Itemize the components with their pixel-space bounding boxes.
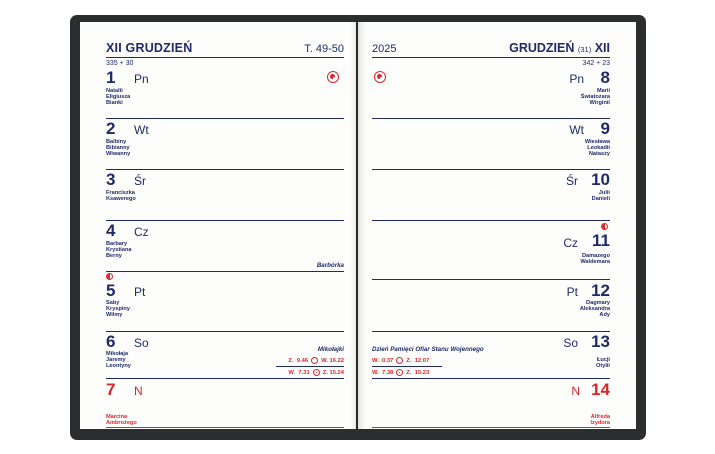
day-entry[interactable] <box>106 120 344 170</box>
name-days: Wiesława Leokadii Nataszy <box>584 139 610 158</box>
day-number: 6 <box>106 332 116 351</box>
name-days: Natalii Eligiusza Bianki <box>106 88 131 107</box>
name-days: Dagmary Aleksandra Ady <box>579 300 610 319</box>
header-rule <box>106 57 344 58</box>
day-weekday: Cz <box>134 225 149 239</box>
moon-times: W. 0.37 Z. 12.07 <box>372 358 430 365</box>
sun-times: W. 7.31 Z. 15.24 <box>288 370 344 377</box>
day-event: Barbórka <box>316 262 344 269</box>
day-number: 5 <box>106 281 116 300</box>
moon-icon <box>396 357 403 364</box>
day-weekday: Cz <box>563 236 578 250</box>
day-entry[interactable] <box>106 171 344 221</box>
day-entry[interactable] <box>372 232 610 280</box>
day-weekday: N <box>571 384 580 398</box>
day-weekday: Śr <box>134 174 146 188</box>
name-days: Saby Kryspiny Wilmy <box>106 300 130 319</box>
left-page <box>80 22 356 429</box>
day-event: Dzień Pamięci Ofiar Stanu Wojennego <box>372 346 484 353</box>
day-weekday: Śr <box>566 174 578 188</box>
day-entry[interactable] <box>372 281 610 332</box>
day-number: 11 <box>592 231 610 250</box>
day-number: 3 <box>106 170 116 189</box>
day-number: 12 <box>591 281 610 300</box>
month-title: XII GRUDZIEŃ <box>106 41 193 55</box>
name-days: Damazego Waldemara <box>580 253 610 266</box>
day-entry[interactable] <box>372 332 610 379</box>
day-entry[interactable] <box>372 69 610 119</box>
name-days: Barbary Krystiana Berny <box>106 241 132 260</box>
day-weekday: Pn <box>569 72 584 86</box>
moon-times: Z. 9.46 W. 16.22 <box>288 358 344 365</box>
day-of-year-count: 335 + 30 <box>106 60 134 67</box>
name-days: Franciszka Ksawerego <box>106 190 136 203</box>
day-weekday: Wt <box>569 123 584 137</box>
day-number: 4 <box>106 221 116 240</box>
day-number: 9 <box>600 119 610 138</box>
name-days: Balbiny Bibianny Wiwanny <box>106 139 131 158</box>
day-weekday: N <box>134 384 143 398</box>
moon-icon <box>106 273 113 280</box>
day-number: 13 <box>591 332 610 351</box>
name-days: Alfreda Izydora <box>590 414 610 427</box>
moon-icon <box>311 357 318 364</box>
day-event: Mikołajki <box>317 346 344 353</box>
day-of-year-count: 342 + 23 <box>582 60 610 67</box>
name-days: Marii Światozara Wirginii <box>580 88 610 107</box>
day-entry[interactable] <box>372 171 610 221</box>
name-days: Mikołaja Jaremy Leontyny <box>106 351 131 370</box>
name-days: Łucji Otylii <box>596 357 610 370</box>
day-entry[interactable] <box>372 120 610 170</box>
sun-icon <box>313 369 320 376</box>
year-label: 2025 <box>372 43 397 55</box>
day-weekday: Wt <box>134 123 149 137</box>
day-entry[interactable] <box>106 69 344 119</box>
day-weekday: So <box>134 336 149 350</box>
day-weekday: Pn <box>134 72 149 86</box>
day-number: 14 <box>591 380 610 399</box>
month-title: GRUDZIEŃ (31) XII <box>509 41 610 55</box>
day-entry[interactable] <box>106 381 344 428</box>
day-entry[interactable] <box>106 222 344 272</box>
header-rule <box>372 57 610 58</box>
name-days: Julii Danieli <box>591 190 610 203</box>
day-weekday: So <box>563 336 578 350</box>
day-entry[interactable] <box>372 381 610 428</box>
sun-times: W. 7.38 Z. 15.23 <box>372 370 430 377</box>
day-entry[interactable] <box>106 332 344 379</box>
day-number: 10 <box>591 170 610 189</box>
day-weekday: Pt <box>566 285 578 299</box>
day-entry[interactable] <box>106 281 344 332</box>
day-number: 1 <box>106 68 116 87</box>
right-page <box>358 22 636 429</box>
day-weekday: Pt <box>134 285 146 299</box>
day-number: 2 <box>106 119 116 138</box>
day-number: 7 <box>106 380 116 399</box>
week-numbers: T. 49-50 <box>304 43 344 55</box>
moon-icon <box>601 223 608 230</box>
day-number: 8 <box>600 68 610 87</box>
sun-icon <box>396 369 403 376</box>
name-days: Marcina Ambrożego <box>106 414 137 427</box>
